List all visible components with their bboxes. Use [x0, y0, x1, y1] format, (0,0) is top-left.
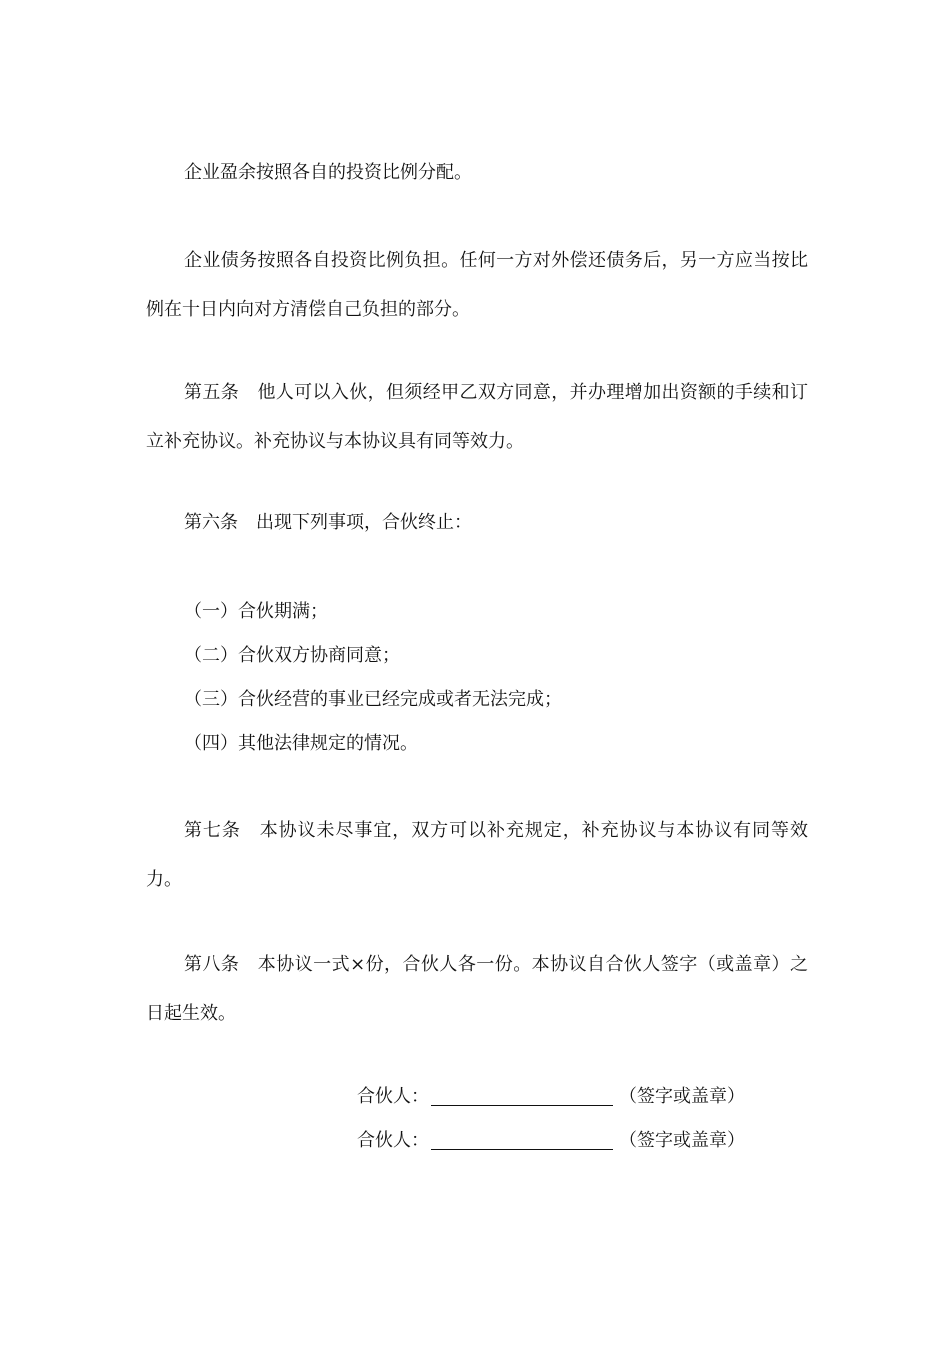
article-7: 第七条 本协议未尽事宜，双方可以补充规定，补充协议与本协议有同等效力。: [146, 820, 808, 890]
article-5: 第五条 他人可以入伙，但须经甲乙双方同意，并办理增加出资额的手续和订立补充协议。补充协议与本协议具有同等效力。: [146, 382, 808, 452]
termination-item-1: （一）合伙期满；: [184, 601, 328, 622]
termination-item-2: （二）合伙双方协商同意；: [184, 645, 400, 666]
article-8: 第八条 本协议一式×份，合伙人各一份。本协议自合伙人签字（或盖章）之日起生效。: [146, 954, 808, 1024]
termination-item-4: （四）其他法律规定的情况。: [184, 733, 418, 754]
termination-item-3: （三）合伙经营的事业已经完成或者无法完成；: [184, 689, 562, 710]
signature-label: 合伙人：: [357, 1086, 429, 1107]
signature-label: 合伙人：: [357, 1130, 429, 1151]
signature-line[interactable]: [431, 1131, 613, 1150]
signature-note: （签字或盖章）: [619, 1130, 745, 1151]
paragraph-debt-burden: 企业债务按照各自投资比例负担。任何一方对外偿还债务后，另一方应当按比例在十日内向对方清偿自己负担的部分。: [146, 250, 808, 320]
signature-note: （签字或盖章）: [619, 1086, 745, 1107]
article-6: 第六条 出现下列事项，合伙终止：: [184, 512, 472, 533]
signature-line[interactable]: [431, 1087, 613, 1106]
signature-row-1: [357, 1082, 745, 1108]
signature-row-2: [357, 1126, 745, 1152]
paragraph-profit-distribution: 企业盈余按照各自的投资比例分配。: [184, 162, 472, 183]
